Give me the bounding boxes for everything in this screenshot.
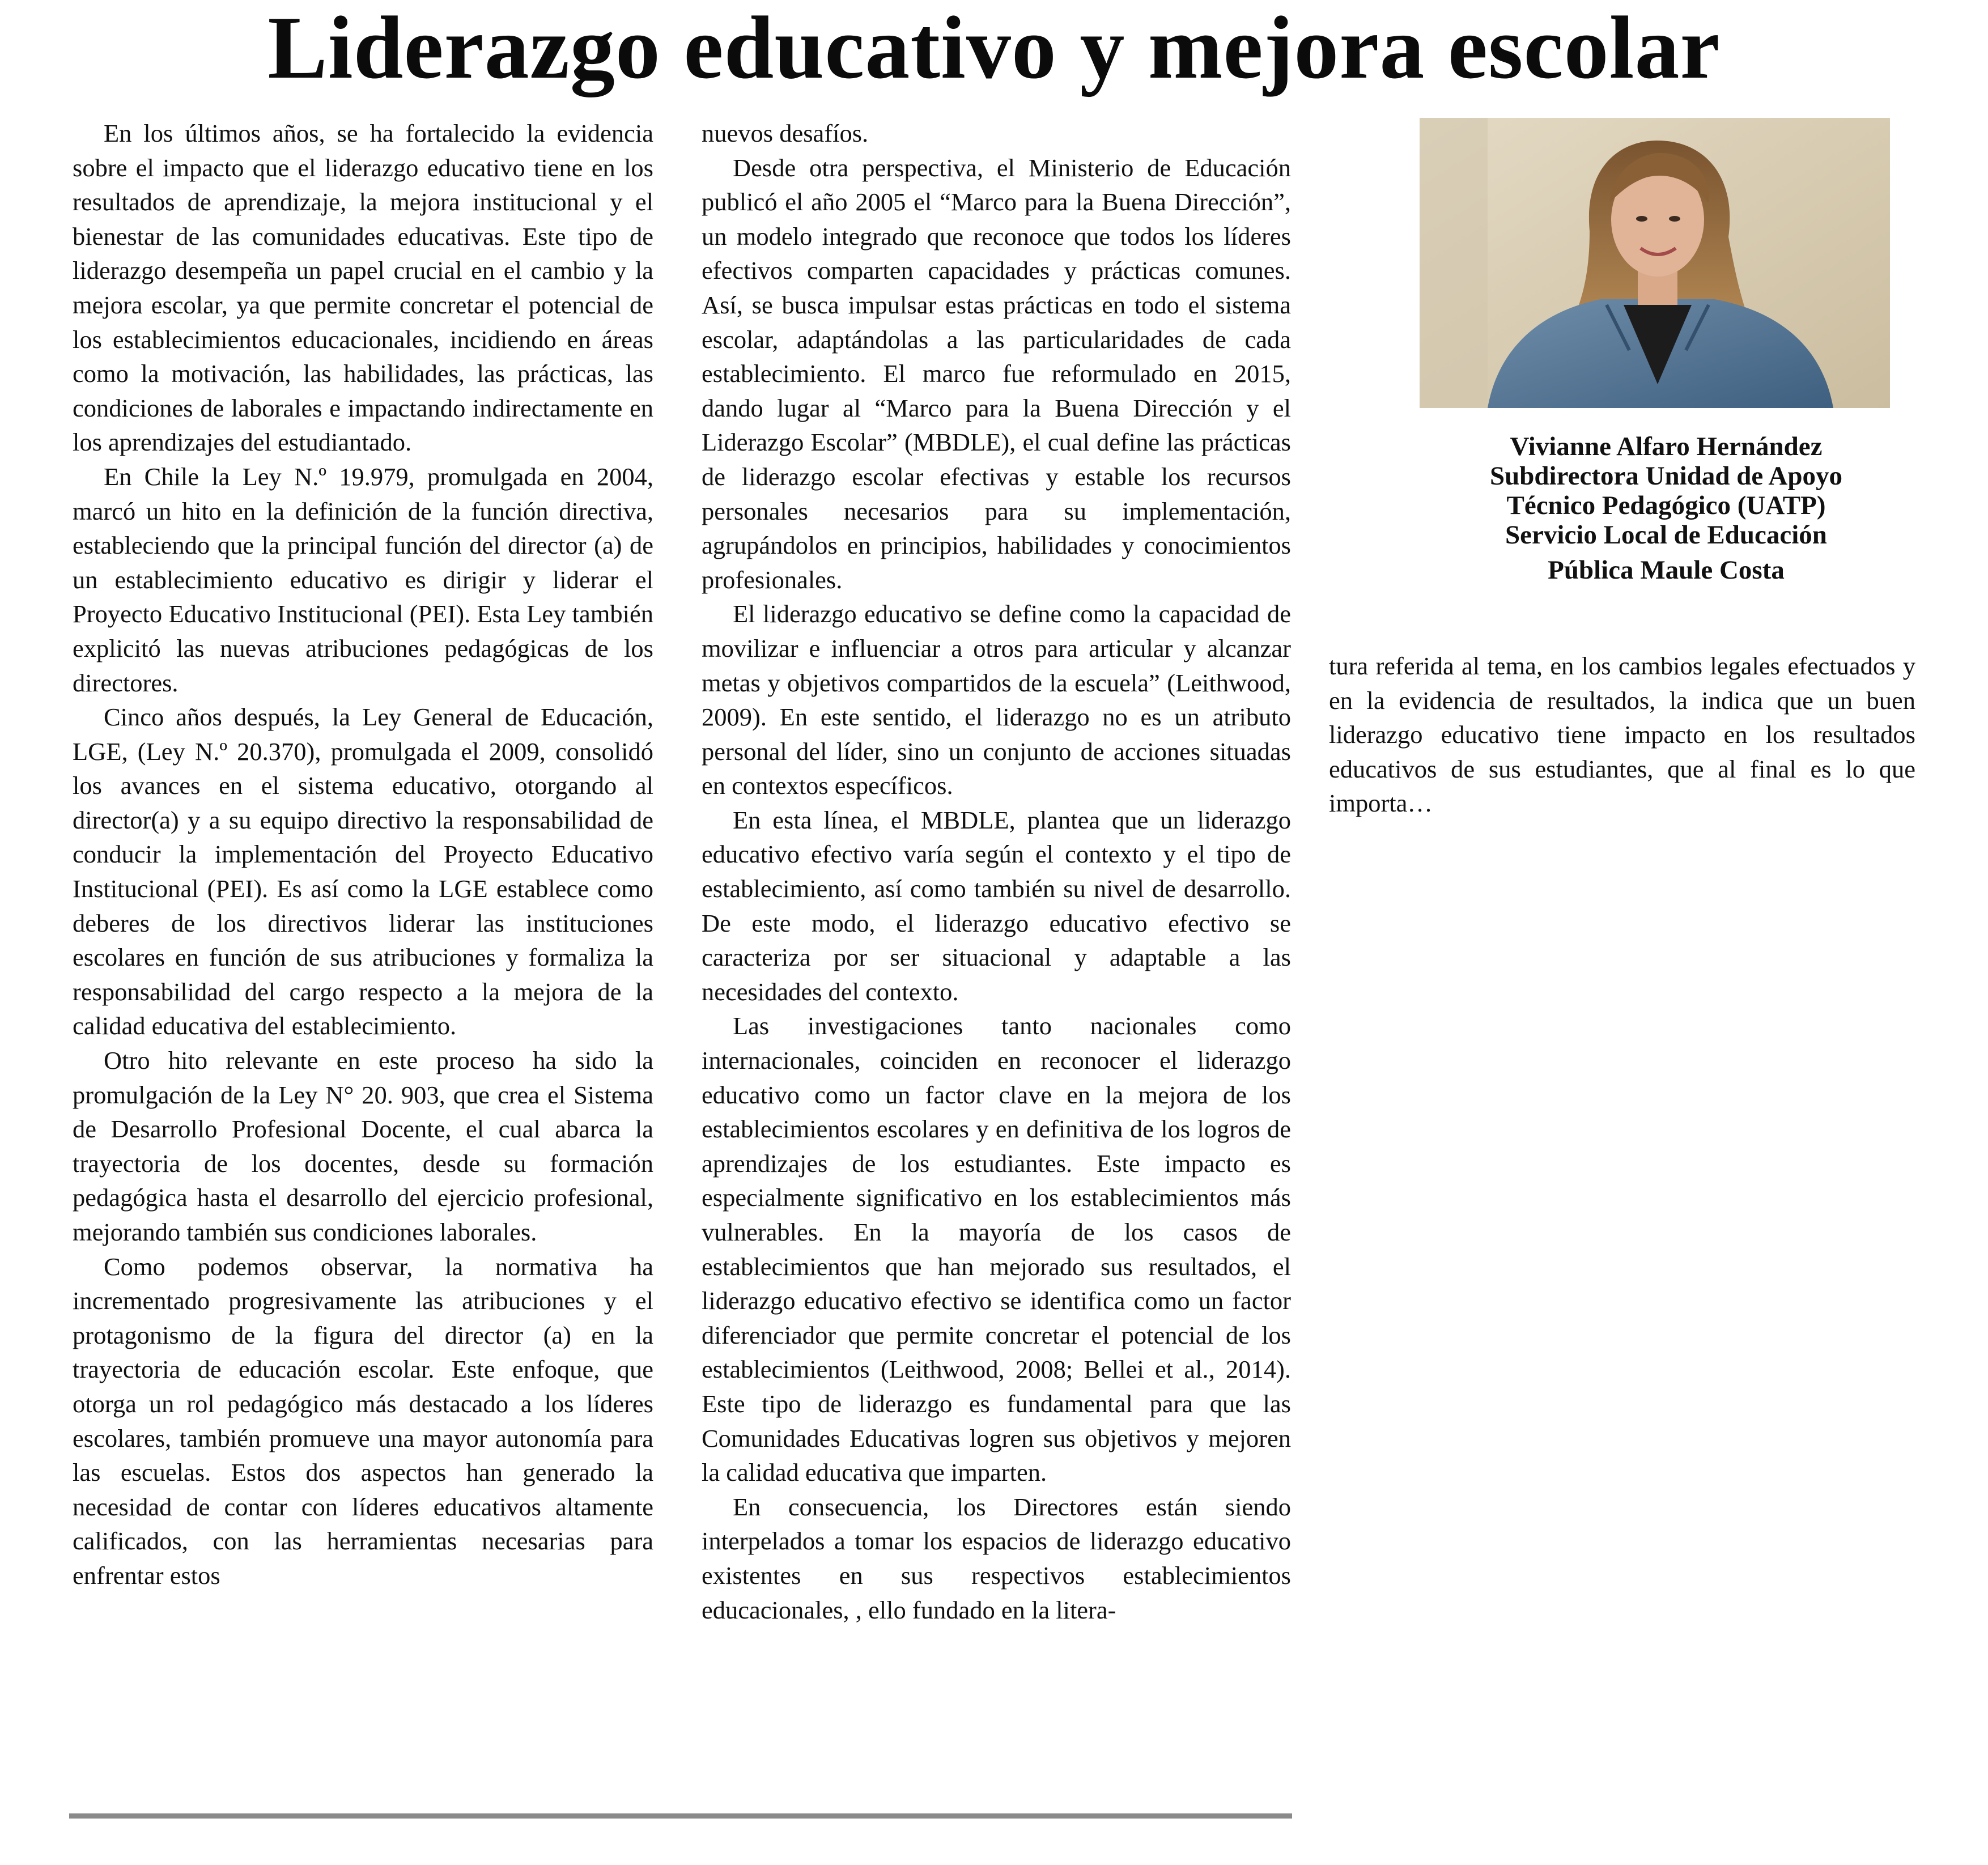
article-paragraph: Las investigaciones tanto nacionales como internacionales, coinciden en reconocer el liderazgo educativo como un factor clave en la mejora de los establecimientos escolares y en definitiva de los logros de aprendizajes de los estudiantes. Este impacto es especialmente significativo en los establecimientos más vulnerables. En la mayoría de los casos de establecimientos que han mejorado sus resultados, el liderazgo educativo efectivo se identifica como un factor diferenciador que permite concretar el potencial de los establecimientos (Leithwood, 2008; Bellei et al., 2014). Este tipo de liderazgo es fundamental para que las Comunidades Educativas logren sus objetivos y mejoren la calidad educativa que imparten.: [702, 1012, 1291, 1487]
article-column-2: [702, 116, 1291, 1627]
article-paragraph-continuation: nuevos desafíos.: [702, 119, 869, 147]
article-paragraph: Como podemos observar, la normativa ha incrementado progresivamente las atribuciones y el protagonismo de la figura del director (a) en la trayectoria de educación escolar. Este enfoque, que otorga un rol pedagógico más destacado a los líderes escolares, también promueve una mayor autonomía para las escuelas. Estos dos aspectos han generado la necesidad de contar con líderes educativos altamente calificados, con las herramientas necesarias para enfrentar estos: [73, 1252, 653, 1590]
article-paragraph: El liderazgo educativo se define como la capacidad de movilizar e influenciar a otros para articular y alcanzar metas y objetivos compartidos de la escuela” (Leithwood, 2009). En este sentido, el liderazgo no es un atributo personal del líder, sino un conjunto de acciones situadas en contextos específicos.: [702, 600, 1291, 800]
author-role: Técnico Pedagógico (UATP): [1506, 491, 1826, 520]
article-column-1: [73, 116, 653, 1593]
article-paragraph: En consecuencia, los Directores están siendo interpelados a tomar los espacios de liderazgo educativo existentes en sus respectivos establecimientos educacionales, , ello fundado en la litera-: [702, 1492, 1291, 1624]
article-column-3: [1329, 649, 1915, 821]
article-paragraph: En esta línea, el MBDLE, plantea que un liderazgo educativo efectivo varía según el contexto y el tipo de establecimiento, así como también su nivel de desarrollo. De este modo, el liderazgo educativo efectivo se caracteriza por ser situacional y adaptable a las necesidades del contexto.: [702, 805, 1291, 1006]
author-organization: Servicio Local de Educación: [1505, 520, 1827, 550]
author-photo: [1420, 118, 1890, 408]
article-paragraph: En los últimos años, se ha fortalecido la evidencia sobre el impacto que el liderazgo educativo tiene en los resultados de aprendizaje, la mejora institucional y el bienestar de las comunidades educativas. Este tipo de liderazgo desempeña un papel crucial en el cambio y la mejora escolar, ya que permite concretar el potencial de los establecimientos educacionales, incidiendo en áreas como la motivación, las habilidades, las prácticas, las condiciones de laborales e impactando indirectamente en los aprendizajes del estudiantado.: [73, 119, 653, 457]
article-paragraph: Otro hito relevante en este proceso ha sido la promulgación de la Ley N° 20. 903, que crea el Sistema de Desarrollo Profesional Docente, el cual abarca la trayectoria de los docentes, desde su formación pedagógica hasta el desarrollo del ejercicio profesional, mejorando también sus condiciones laborales.: [73, 1046, 653, 1246]
article-headline: Liderazgo educativo y mejora escolar: [267, 0, 1721, 97]
article-paragraph: Cinco años después, la Ley General de Educación, LGE, (Ley N.º 20.370), promulgada el 2009, consolidó los avances en el sistema educativo, otorgando al director(a) y a su equipo directivo la responsabilidad de conducir la implementación del Proyecto Educativo Institucional (PEI). Es así como la LGE establece como deberes de los directivos liderar las instituciones escolares en función de sus atribuciones y formaliza la responsabilidad del cargo respecto a la mejora de la calidad educativa del establecimiento.: [73, 703, 653, 1040]
footer-divider: [69, 1813, 1292, 1819]
article-paragraph: En Chile la Ley N.º 19.979, promulgada en 2004, marcó un hito en la definición de la función directiva, estableciendo que la principal función del director (a) de un establecimiento educativo es dirigir y liderar el Proyecto Educativo Institucional (PEI). Esta Ley también explicitó las nuevas atribuciones pedagógicas de los directores.: [73, 462, 653, 697]
author-byline: [1383, 432, 1949, 585]
author-name: Vivianne Alfaro Hernández: [1510, 432, 1823, 461]
author-role: Subdirectora Unidad de Apoyo: [1489, 461, 1842, 491]
article-paragraph: Desde otra perspectiva, el Ministerio de Educación publicó el año 2005 el “Marco para la Buena Dirección”, un modelo integrado que reconoce que todos los líderes efectivos comparten capacidades y prácticas comunes. Así, se busca impulsar estas prácticas en todo el sistema escolar, adaptándolas a las particularidades de cada establecimiento. El marco fue reformulado en 2015, dando lugar al “Marco para la Buena Dirección y el Liderazgo Escolar” (MBDLE), el cual define las prácticas de liderazgo escolar efectivas y estable los recursos personales necesarios para su implementación, agrupándolos en principios, habilidades y conocimientos profesionales.: [702, 153, 1291, 594]
article-paragraph-continuation: tura referida al tema, en los cambios legales efectuados y en la evidencia de resultados, la indica que un buen liderazgo educativo tiene impacto en los resultados educativos de sus estudiantes, que al final es lo que importa…: [1329, 652, 1915, 818]
author-organization: Pública Maule Costa: [1548, 555, 1785, 585]
